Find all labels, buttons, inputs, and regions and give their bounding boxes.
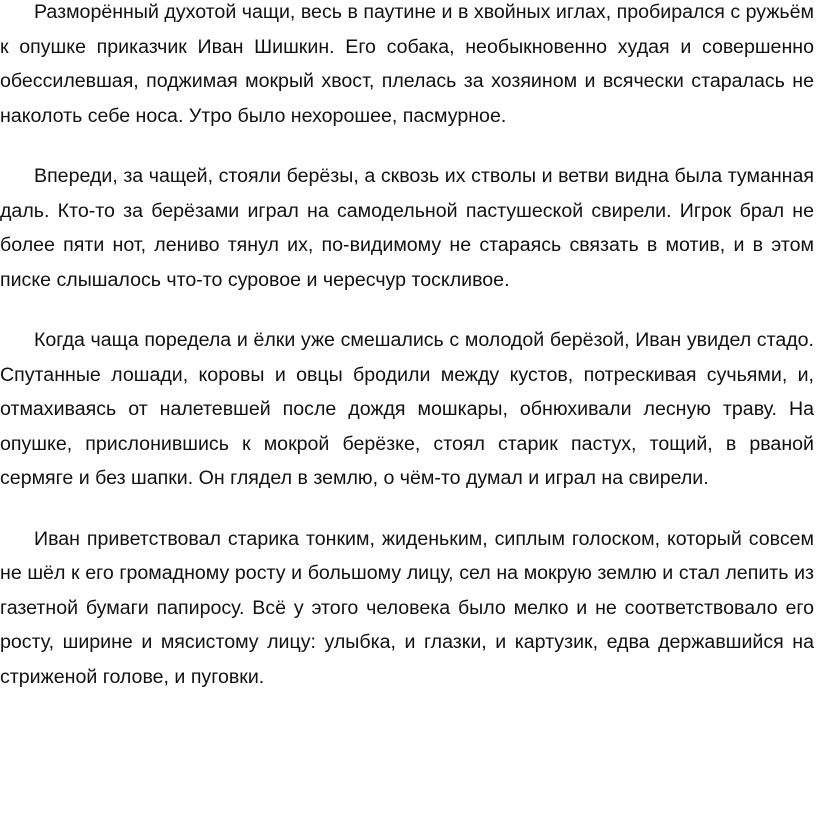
paragraph-4: Иван приветствовал старика тонким, жиденьким, сиплым голоском, который совсем не шёл к его громадному росту и большому лицу, сел на мокрую землю и стал лепить из газетной бумаги папиросу. Всё у этого человека было мелко и не соответствовало его росту, ширине и мясистому лицу: улыбка, и глазки, и картузик, едва державшийся на стриженой голове, и пуговки. — [0, 527, 814, 688]
paragraph-1: Разморённый духотой чащи, весь в паутине и в хвойных иглах, пробирался с ружьём к опушке приказчик Иван Шишкин. Его собака, необыкновенно худая и совершенно обессилевшая, поджимая мокрый хвост, плелась за хозяином и всячески старалась не наколоть себе носа. Утро было нехорошее, пасмурное. — [0, 1, 814, 127]
paragraph-2: Впереди, за чащей, стояли берёзы, а сквозь их стволы и ветви видна была туманная даль. Кто-то за берёзами играл на самодельной пастушеской свирели. Игрок брал не более пяти нот, лениво тянул их, по-видимому не стараясь связать в мотив, и в этом писке слышалось что-то суровое и чересчур тоскливое. — [0, 165, 814, 291]
paragraph-3: Когда чаща поредела и ёлки уже смешались с молодой берёзой, Иван увидел стадо. Спутанные лошади, коровы и овцы бродили между кустов, потрескивая сучьями, и, отмахиваясь от налетевшей после дождя мошкары, обнюхивали лесную траву. На опушке, прислонившись к мокрой берёзке, стоял старик пастух, тощий, в рваной сермяге и без шапки. Он глядел в землю, о чём-то думал и играл на свирели. — [0, 329, 814, 489]
